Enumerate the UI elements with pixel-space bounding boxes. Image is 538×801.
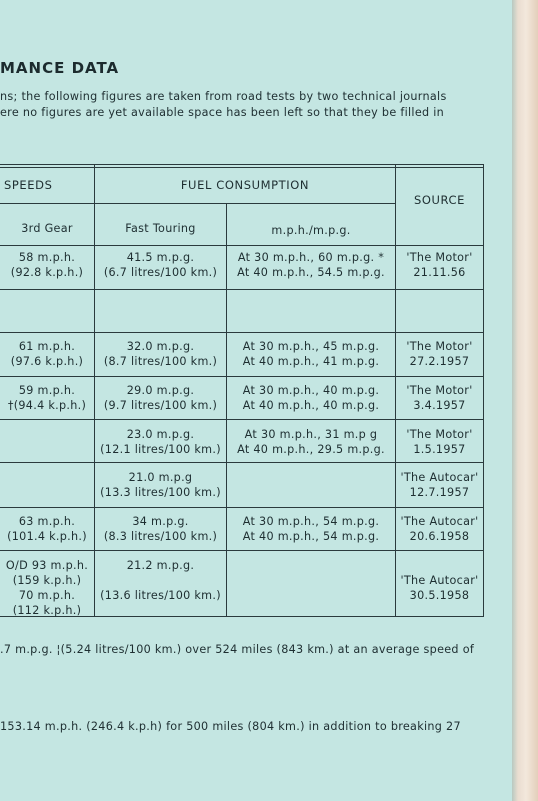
intro-line: ere no figures are yet available space has been left so that they be filled in xyxy=(0,106,445,119)
cell-third-gear: O/D 93 m.p.h. (159 k.p.h.) 70 m.p.h. (112 k.p.h.) xyxy=(5,559,89,617)
header-source: SOURCE xyxy=(413,193,466,207)
header-fuel-consumption: FUEL CONSUMPTION xyxy=(180,178,310,192)
table-rule xyxy=(0,289,484,290)
cell-fast-touring: 21.2 m.p.g. (13.6 litres/100 km.) xyxy=(100,559,221,602)
cell-fast-touring: 41.5 m.p.g. (6.7 litres/100 km.) xyxy=(103,251,218,279)
cell-third-gear: 59 m.p.h. †(94.4 k.p.h.) xyxy=(7,384,87,412)
header-third-gear: 3rd Gear xyxy=(21,222,73,235)
footnote-line: .7 m.p.g. ¦(5.24 litres/100 km.) over 524 miles (843 km.) at an average speed of xyxy=(0,643,475,656)
table-rule xyxy=(483,165,484,616)
cell-fast-touring: 21.0 m.p.g (13.3 litres/100 km.) xyxy=(100,471,221,499)
cell-mph-mpg: At 30 m.p.h., 54 m.p.g. At 40 m.p.h., 54 m.p.g. xyxy=(242,515,380,543)
cell-fast-touring: 34 m.p.g. (8.3 litres/100 km.) xyxy=(103,515,218,543)
cell-mph-mpg: At 30 m.p.h., 31 m.p g At 40 m.p.h., 29.5 m.p.g. xyxy=(237,428,385,456)
table-rule xyxy=(0,507,484,508)
section-title: MANCE DATA xyxy=(0,59,120,77)
cell-source: 'The Autocar' 30.5.1958 xyxy=(400,574,479,602)
cell-fast-touring: 29.0 m.p.g. (9.7 litres/100 km.) xyxy=(103,384,218,412)
header-speeds: SPEEDS xyxy=(4,178,53,192)
table-rule xyxy=(0,203,395,204)
cell-source: 'The Motor' 3.4.1957 xyxy=(406,384,473,412)
table-rule xyxy=(0,332,484,333)
table-rule xyxy=(0,376,484,377)
cell-source: 'The Autocar' 12.7.1957 xyxy=(400,471,479,499)
cell-source: 'The Motor' 1.5.1957 xyxy=(406,428,473,456)
cell-fast-touring: 23.0 m.p.g. (12.1 litres/100 km.) xyxy=(100,428,221,456)
table-rule xyxy=(0,550,484,551)
cell-fast-touring: 32.0 m.p.g. (8.7 litres/100 km.) xyxy=(103,340,218,368)
table-rule xyxy=(0,164,484,165)
cell-mph-mpg: At 30 m.p.h., 60 m.p.g. * At 40 m.p.h., 54.5 m.p.g. xyxy=(237,251,385,279)
header-fast-touring: Fast Touring xyxy=(125,222,196,235)
cell-source: 'The Autocar' 20.6.1958 xyxy=(400,515,479,543)
cell-source: 'The Motor' 21.11.56 xyxy=(406,251,473,279)
cell-third-gear: 58 m.p.h. (92.8 k.p.h.) xyxy=(10,251,84,279)
footnote-line: 153.14 m.p.h. (246.4 k.p.h) for 500 miles (804 km.) in addition to breaking 27 xyxy=(0,720,461,733)
page-edge xyxy=(512,0,538,801)
cell-mph-mpg: At 30 m.p.h., 45 m.p.g. At 40 m.p.h., 41 m.p.g. xyxy=(242,340,380,368)
table-rule xyxy=(0,419,484,420)
cell-third-gear: 63 m.p.h. (101.4 k.p.h.) xyxy=(7,515,87,543)
table-rule xyxy=(0,245,484,246)
intro-paragraph xyxy=(0,89,478,121)
cell-mph-mpg: At 30 m.p.h., 40 m.p.g. At 40 m.p.h., 40 m.p.g. xyxy=(242,384,380,412)
header-mph-mpg: m.p.h./m.p.g. xyxy=(271,224,351,237)
intro-line: ns; the following figures are taken from road tests by two technical journals xyxy=(0,90,447,103)
cell-third-gear: 61 m.p.h. (97.6 k.p.h.) xyxy=(10,340,84,368)
cell-source: 'The Motor' 27.2.1957 xyxy=(406,340,473,368)
table-rule xyxy=(0,167,484,168)
table-rule xyxy=(0,462,484,463)
